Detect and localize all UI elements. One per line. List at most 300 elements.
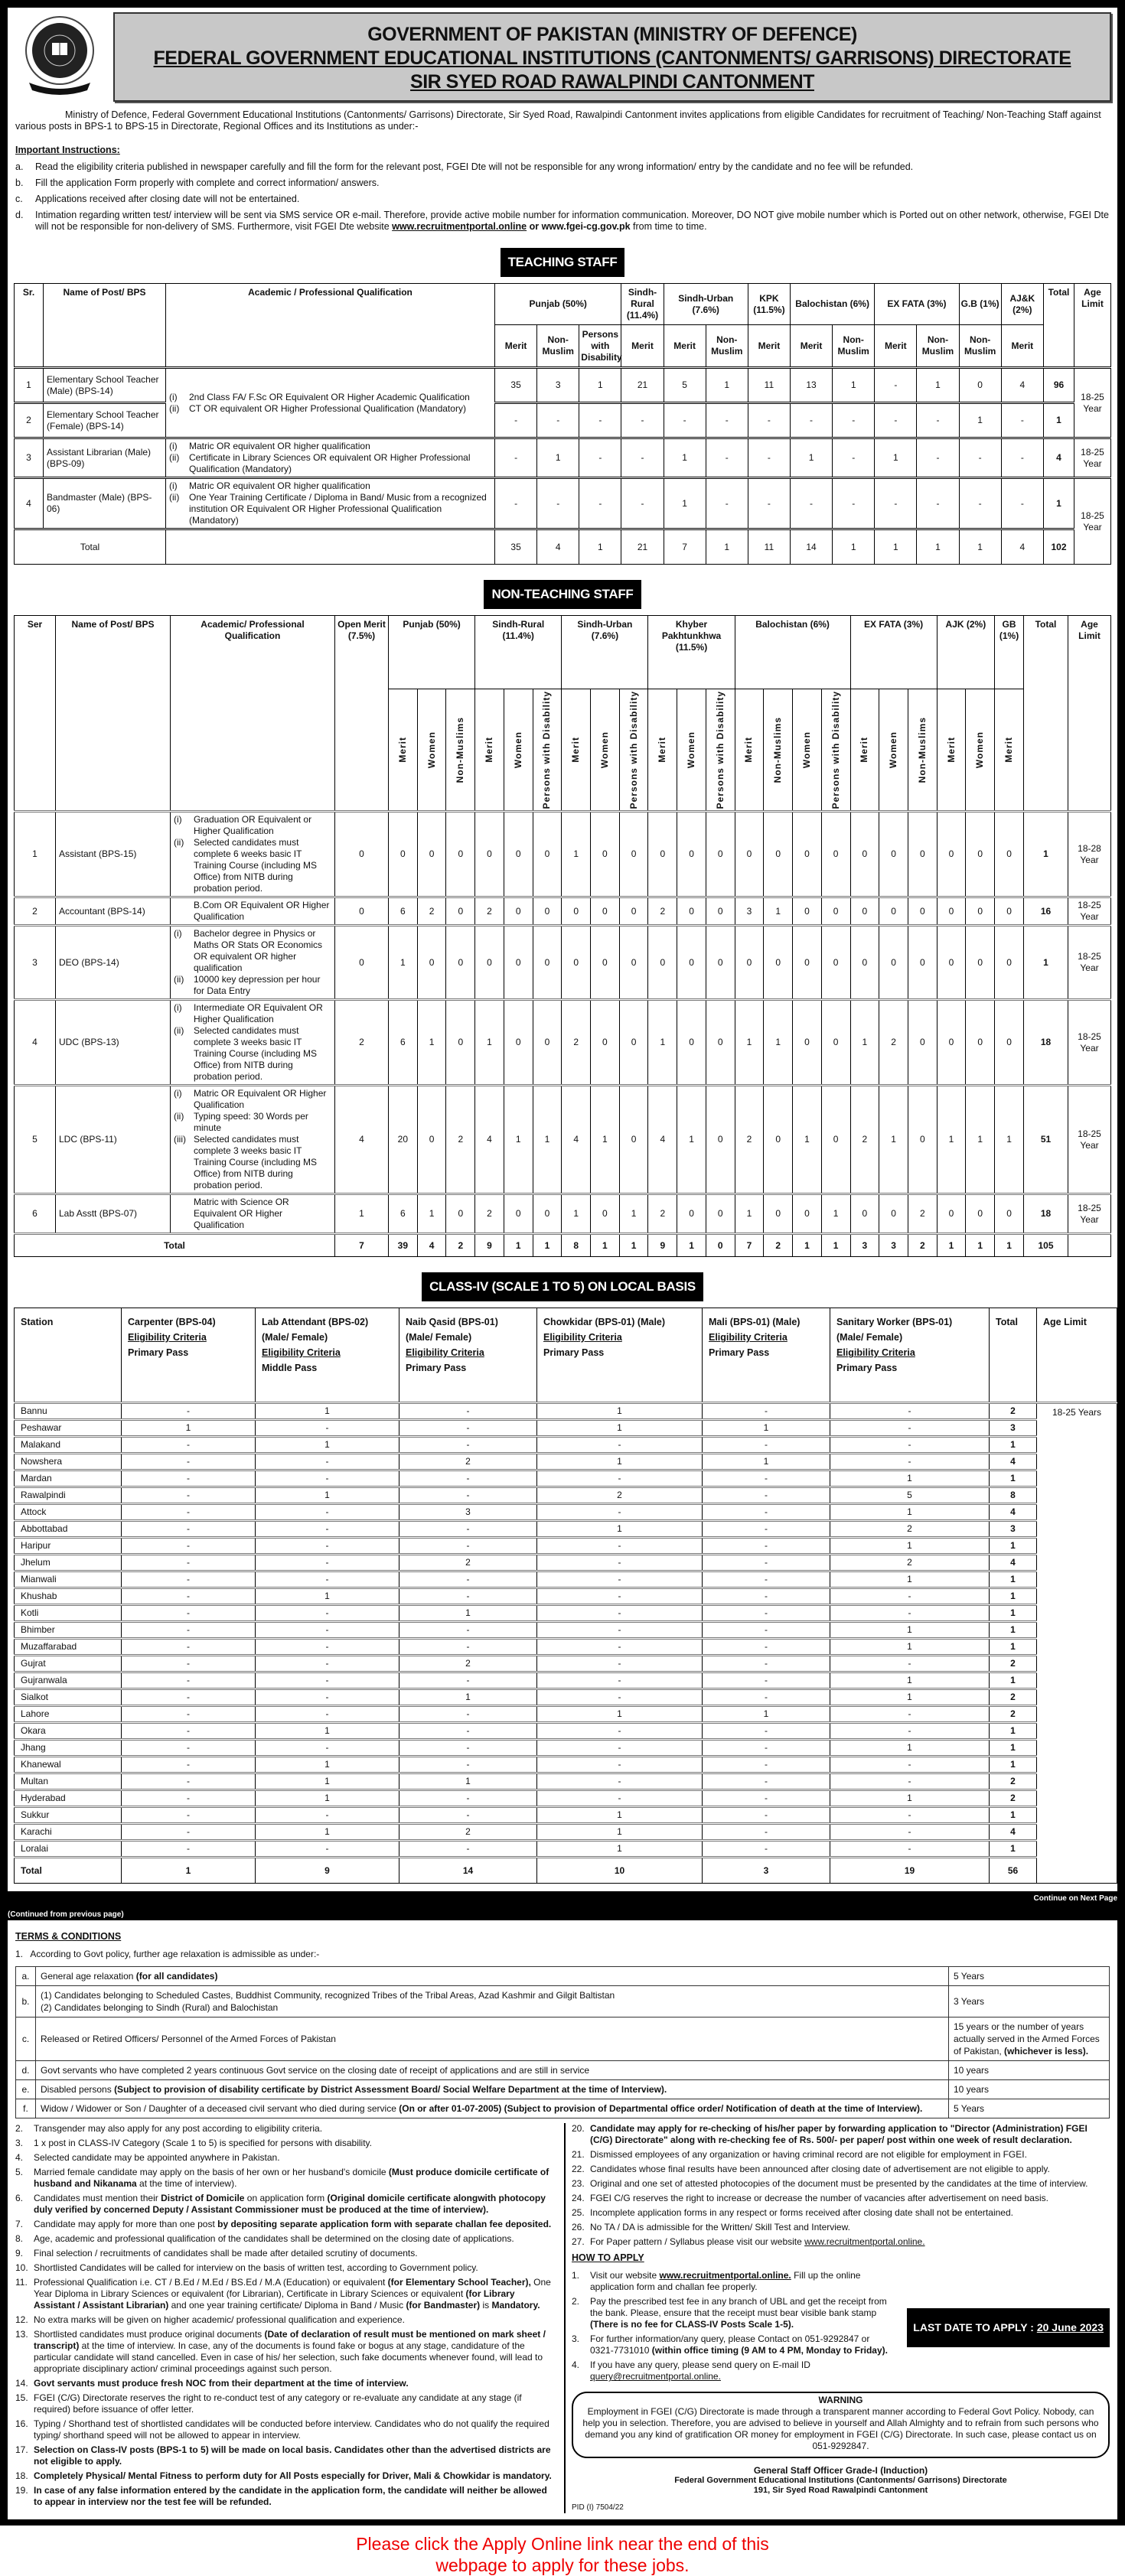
item-text: [34, 2248, 418, 2259]
item-text: Selected candidates must complete 6 weeks basic IT Training Course (including MS Office) from NITB during probation period.: [194, 837, 317, 894]
website-link[interactable]: www.recruitmentportal.online.: [659, 2270, 791, 2281]
item-key: (i): [169, 441, 178, 451]
value-cell: 6: [389, 897, 418, 926]
age-cell: 18-25 Year: [1074, 478, 1111, 565]
value-cell: 1: [664, 438, 706, 478]
table-row: [15, 1689, 1117, 1706]
value-cell: -: [833, 478, 875, 529]
qualification: [174, 900, 331, 923]
bold-text: (for Library Assistant / Assistant Librarian): [34, 2288, 515, 2311]
item-number: 18.: [15, 2470, 28, 2482]
total-label: Total: [15, 1858, 122, 1884]
item-text: B.Com OR Equivalent OR Higher Qualification: [194, 900, 330, 923]
item-text: Certificate in Library Sciences OR equivalent OR Higher Professional Qualification (Mandatory): [189, 452, 471, 474]
age-row: [16, 1967, 1110, 1986]
eligibility-label: Eligibility Criteria: [406, 1347, 484, 1359]
last-date-label: LAST DATE TO APPLY :: [913, 2321, 1034, 2334]
recruitment-portal-link[interactable]: www.recruitmentportal.online: [392, 221, 527, 232]
term-item: [15, 2248, 553, 2259]
value-cell: -: [537, 1555, 703, 1571]
table-row: [15, 1504, 1117, 1521]
age-cell: 18-25 Year: [1068, 1086, 1111, 1194]
value-cell: 1: [256, 1588, 399, 1605]
value-cell: 0: [764, 926, 793, 1000]
post-header: [830, 1308, 990, 1403]
bold-text: (Original domicile certificate alongwith photocopy duly verified by concerned Deputy / Assistant Commissioner must be produced at the time of interview).: [34, 2193, 546, 2216]
total-cell: 2: [990, 1689, 1037, 1706]
item-key: (i): [169, 480, 178, 491]
sr-cell: 5: [15, 1086, 56, 1194]
value-cell: 0: [966, 812, 995, 897]
value-cell: 0: [879, 812, 908, 897]
page-break: [8, 1891, 1117, 1920]
pid-number: PID (I) 7504/22: [572, 2503, 624, 2512]
teaching-staff-table: [14, 283, 1111, 565]
text: Candidate may apply for more than one post: [34, 2219, 218, 2230]
subheader: [475, 689, 504, 812]
value-cell: 1: [830, 1740, 990, 1757]
value-cell: 2: [475, 1194, 504, 1234]
total-cell: 2: [990, 1773, 1037, 1790]
value-cell: 0: [995, 1000, 1024, 1086]
value-cell: -: [122, 1841, 256, 1858]
value-cell: 2: [417, 897, 446, 926]
sr-cell: 4: [15, 478, 44, 529]
item-text: [34, 2444, 553, 2467]
value-cell: 21: [621, 368, 664, 403]
text: Visit our website: [590, 2270, 660, 2281]
table-row: [15, 1487, 1117, 1504]
value-cell: -: [706, 478, 748, 529]
value-cell: 2: [648, 897, 677, 926]
value-cell: 1: [399, 1689, 537, 1706]
table-row: [15, 1403, 1117, 1420]
item-text: One Year Training Certificate / Diploma in Band/ Music from a recognized institution OR Equivalent OR Higher Professional Qualification (Mandatory): [189, 492, 487, 526]
post-name: UDC (BPS-13): [56, 1000, 171, 1086]
value-cell: 1: [790, 438, 832, 478]
age-cell: 18-25 Year: [1074, 438, 1111, 478]
value-cell: -: [537, 1672, 703, 1689]
value-cell: -: [495, 438, 537, 478]
subheader: Persons with Disability: [579, 325, 621, 368]
value-cell: 1: [504, 1086, 533, 1194]
total-cell: 1: [990, 1588, 1037, 1605]
row-value: [949, 1986, 1110, 2017]
total-cell: 16: [1024, 897, 1068, 926]
table-row: [15, 1605, 1117, 1622]
value-cell: -: [748, 438, 790, 478]
table-row: [15, 1790, 1117, 1807]
col-qual: Academic/ Professional Qualification: [171, 616, 335, 812]
term-item: [15, 2193, 553, 2216]
col-sr: Sr.: [15, 284, 44, 368]
value-cell: -: [703, 1622, 830, 1639]
value-cell: 1: [256, 1824, 399, 1841]
value-cell: -: [537, 1437, 703, 1454]
item-text: [590, 2222, 850, 2233]
value-cell: -: [399, 1437, 537, 1454]
col-station: Station: [15, 1308, 122, 1403]
value-cell: -: [537, 478, 579, 529]
value-cell: 1: [537, 1706, 703, 1723]
term-item: [572, 2270, 892, 2293]
table-row: [15, 1757, 1117, 1773]
table-row: [15, 1521, 1117, 1538]
value-cell: -: [122, 1757, 256, 1773]
item-key: (ii): [169, 492, 180, 503]
value-cell: -: [917, 438, 959, 478]
fgei-website-link[interactable]: www.fgei-cg.gov.pk: [541, 221, 631, 232]
subheader-label: Merit: [743, 737, 755, 764]
total-row: [15, 529, 1111, 565]
value-cell: 0: [966, 926, 995, 1000]
total-cell: 1: [990, 1841, 1037, 1858]
value-cell: -: [579, 403, 621, 438]
total-cell: 1: [990, 1437, 1037, 1454]
value-cell: 1: [937, 1086, 966, 1194]
value-cell: 1: [537, 1420, 703, 1437]
table-row: [15, 1723, 1117, 1740]
value-cell: -: [703, 1403, 830, 1420]
item-number: 24.: [572, 2193, 585, 2204]
item-key: (ii): [169, 452, 180, 463]
value-cell: -: [703, 1790, 830, 1807]
total-value: 1: [966, 1234, 995, 1257]
qualification-cell: [171, 1086, 335, 1194]
eligibility-label: Eligibility Criteria: [709, 1332, 788, 1343]
value-cell: -: [122, 1538, 256, 1555]
value-cell: 1: [677, 1086, 706, 1194]
title-line-1: GOVERNMENT OF PAKISTAN (MINISTRY OF DEFENCE): [367, 24, 857, 45]
value-cell: 0: [706, 1000, 735, 1086]
subheader: [937, 689, 966, 812]
item-text: [34, 2219, 551, 2230]
total-cell: 1: [1024, 926, 1068, 1000]
subheader: Non-Muslim: [959, 325, 1001, 368]
item-text: Matric with Science OR Equivalent OR Higher Qualification: [194, 1197, 289, 1231]
text: at the time of interview).: [136, 2178, 237, 2190]
value-cell: -: [122, 1723, 256, 1740]
value-cell: -: [917, 403, 959, 438]
bold-text: (On or after 01-07-2005) (Subject to provision of Departmental office order/ Notification of death at the time of Interview).: [399, 2103, 923, 2115]
text: 10 years: [954, 2084, 990, 2096]
term-item: [572, 2193, 1110, 2204]
value-cell: -: [399, 1790, 537, 1807]
item-number: 6.: [15, 2193, 24, 2204]
table-row: [15, 1538, 1117, 1555]
item-number: 12.: [15, 2314, 28, 2326]
subheader: Non-Muslim: [706, 325, 748, 368]
class-iv-banner: CLASS-IV (SCALE 1 TO 5) ON LOCAL BASIS: [422, 1272, 703, 1301]
row-value: [949, 2061, 1110, 2080]
value-cell: -: [830, 1403, 990, 1420]
qualification-item: [174, 1088, 331, 1111]
value-cell: -: [537, 1689, 703, 1706]
value-cell: 4: [335, 1086, 389, 1194]
non-teaching-staff-banner: NON-TEACHING STAFF: [484, 580, 641, 609]
item-text: [34, 2262, 478, 2274]
value-cell: 1: [833, 368, 875, 403]
eligibility-value: Primary Pass: [543, 1347, 605, 1359]
intro-paragraph: Ministry of Defence, Federal Government Educational Institutions (Cantonments/ Garrisons) Directorate, Sir Syed Road, Rawalpindi Cantonment invites applications from eligible Candidates for recruitment of Teaching/ Non-Teaching Staff against various posts in BPS-1 to BPS-15 in Directorate, Regional Offices and its Institutions as under:-: [15, 109, 1101, 132]
row-value: [949, 2080, 1110, 2099]
value-cell: -: [703, 1723, 830, 1740]
post-name: Accountant (BPS-14): [56, 897, 171, 926]
value-cell: -: [399, 1841, 537, 1858]
station-name: Rawalpindi: [15, 1487, 122, 1504]
value-cell: -: [122, 1487, 256, 1504]
value-cell: -: [122, 1403, 256, 1420]
col-age: Age Limit: [1037, 1308, 1117, 1403]
col-total: Total: [1044, 284, 1074, 368]
item-text: Typing speed: 30 Words per minute: [194, 1111, 308, 1134]
term-item: [15, 2262, 553, 2274]
value-cell: 1: [417, 1194, 446, 1234]
value-cell: 0: [446, 812, 475, 897]
station-name: Attock: [15, 1504, 122, 1521]
bold-text: Mandatory.: [491, 2300, 540, 2311]
value-cell: -: [703, 1740, 830, 1757]
value-cell: -: [703, 1555, 830, 1571]
value-cell: 1: [648, 1000, 677, 1086]
text: FGEI C/G reserves the right to increase or decrease the number of vacancies after advertisement on need basis.: [590, 2193, 1048, 2204]
value-cell: -: [256, 1740, 399, 1757]
link[interactable]: www.recruitmentportal.online.: [804, 2236, 925, 2248]
value-cell: 0: [995, 926, 1024, 1000]
signatory-title: General Staff Officer Grade-I (Induction): [753, 2465, 928, 2477]
value-cell: -: [256, 1841, 399, 1858]
total-label: Total: [15, 529, 166, 565]
value-cell: 1: [966, 1086, 995, 1194]
total-value: 4: [537, 529, 579, 565]
row-key: e.: [16, 2080, 36, 2099]
value-cell: -: [122, 1588, 256, 1605]
value-cell: 1: [830, 1790, 990, 1807]
term-item: [572, 2207, 1110, 2219]
value-cell: 1: [959, 403, 1001, 438]
value-cell: 0: [619, 926, 648, 1000]
text: Final selection / recruitments of candidates shall be made after detailed scrutiny of documents.: [34, 2248, 418, 2259]
teaching-staff-banner: TEACHING STAFF: [501, 248, 625, 277]
value-cell: 4: [475, 1086, 504, 1194]
total-row: [15, 1858, 1117, 1884]
value-cell: 5: [830, 1487, 990, 1504]
value-cell: -: [122, 1639, 256, 1656]
item-text: [34, 2138, 372, 2149]
value-cell: 20: [389, 1086, 418, 1194]
qualification-item: [174, 814, 331, 837]
value-cell: 6: [389, 1000, 418, 1086]
text: Shortlisted candidates must produce original documents: [34, 2329, 265, 2340]
value-cell: 1: [256, 1790, 399, 1807]
total-value: 2: [446, 1234, 475, 1257]
value-cell: -: [399, 1403, 537, 1420]
text: Typing / Shorthand test of shortlisted candidates will be conducted before interview. Candidates who do not qualify the required typing/ shorthand speed will not be allowed to appear in interview.: [34, 2418, 549, 2441]
post-title: Chowkidar (BPS-01) (Male): [543, 1317, 666, 1328]
item-key: (iii): [174, 1134, 186, 1145]
eligibility-label: Eligibility Criteria: [262, 1347, 341, 1359]
subheader: Merit: [495, 325, 537, 368]
value-cell: -: [122, 1689, 256, 1706]
value-cell: -: [399, 1672, 537, 1689]
text: General age relaxation: [41, 1971, 136, 1982]
item-number: 17.: [15, 2444, 28, 2456]
total-value: 9: [648, 1234, 677, 1257]
value-cell: 2: [830, 1555, 990, 1571]
group-header: EX FATA (3%): [875, 284, 959, 325]
value-cell: 0: [389, 812, 418, 897]
item-number: 3.: [572, 2333, 580, 2345]
value-cell: 1: [537, 1824, 703, 1841]
value-cell: 0: [735, 812, 764, 897]
value-cell: 0: [677, 1000, 706, 1086]
text: Age, academic and professional qualification of the candidates shall be determined on the closing date of applications.: [34, 2233, 514, 2245]
value-cell: -: [664, 403, 706, 438]
value-cell: 0: [591, 1000, 620, 1086]
item-text: Matric OR Equivalent OR Higher Qualification: [194, 1088, 327, 1111]
subheader-label: Women: [426, 731, 437, 769]
total-value: 7: [664, 529, 706, 565]
total-value: 2: [908, 1234, 937, 1257]
value-cell: 1: [579, 368, 621, 403]
value-cell: 0: [908, 926, 937, 1000]
item-text: [34, 2470, 552, 2482]
qualification-item: [174, 928, 331, 974]
how-to-apply-heading: HOW TO APPLY: [572, 2252, 644, 2264]
group-header: AJK (2%): [937, 616, 994, 689]
text: 10 years: [954, 2065, 990, 2076]
item-text: Graduation OR Equivalent or Higher Qualification: [194, 814, 312, 837]
subheader: [850, 689, 879, 812]
text: Married female candidate may apply on the basis of her own or her husband's domicile: [34, 2167, 389, 2178]
qualification: [174, 1197, 331, 1231]
grand-total: 102: [1044, 529, 1074, 565]
value-cell: 0: [966, 1000, 995, 1086]
total-cell: 1: [990, 1723, 1037, 1740]
subheader-label: Merit: [570, 737, 582, 764]
term-item: [15, 2392, 553, 2415]
qualification-item: [174, 1025, 331, 1083]
instructions-list: [14, 161, 1111, 233]
value-cell: -: [399, 1622, 537, 1639]
link[interactable]: query@recruitmentportal.online.: [590, 2371, 721, 2382]
text: Released or Retired Officers/ Personnel of the Armed Forces of Pakistan: [41, 2034, 336, 2045]
item-text: [34, 2152, 280, 2164]
total-value: 1: [533, 1234, 562, 1257]
item-key: (i): [169, 391, 178, 402]
text: FGEI (C/G) Directorate reserves the right to re-conduct test of any category or re-evaluate any candidate at any stage (if required) before issuance of offer letter.: [34, 2392, 522, 2415]
value-cell: 0: [417, 812, 446, 897]
subheader: [966, 689, 995, 812]
instruction-item: [15, 194, 1110, 205]
station-name: Multan: [15, 1773, 122, 1790]
table-row: [15, 368, 1111, 403]
post-gender: (Male/ Female): [406, 1332, 472, 1343]
text: 5 Years: [954, 1971, 985, 1982]
item-key: b.: [15, 177, 24, 188]
table-row: [15, 1194, 1111, 1234]
item-text: [34, 2167, 553, 2190]
value-cell: 0: [591, 812, 620, 897]
value-cell: 2: [399, 1656, 537, 1672]
instruction-item: [15, 210, 1110, 233]
text: is: [480, 2300, 492, 2311]
post-name: DEO (BPS-14): [56, 926, 171, 1000]
item-number: 16.: [15, 2418, 28, 2430]
item-text: [34, 2485, 553, 2508]
value-cell: 1: [537, 1807, 703, 1824]
value-cell: -: [1001, 478, 1043, 529]
total-value: 11: [748, 529, 790, 565]
value-cell: 0: [908, 1000, 937, 1086]
value-cell: 0: [533, 897, 562, 926]
post-title: Mali (BPS-01) (Male): [709, 1317, 801, 1328]
total-value: 1: [821, 1234, 850, 1257]
subheader-label: Persons with Disability: [541, 691, 553, 809]
subheader: [735, 689, 764, 812]
post-title: Carpenter (BPS-04): [128, 1317, 216, 1328]
total-value: 1: [619, 1234, 648, 1257]
post-name: LDC (BPS-11): [56, 1086, 171, 1194]
text: Dismissed employees of any organization or having criminal record are not eligible for employment in FGEI.: [590, 2149, 1027, 2161]
station-name: Abbottabad: [15, 1521, 122, 1538]
term-item: [15, 2418, 553, 2441]
total-cell: 4: [990, 1824, 1037, 1841]
value-cell: 0: [966, 1194, 995, 1234]
term-item: [15, 2233, 553, 2245]
item-text: [35, 210, 1110, 233]
subheader: [619, 689, 648, 812]
post-header: [399, 1308, 537, 1403]
total-cell: 8: [990, 1487, 1037, 1504]
value-cell: -: [256, 1807, 399, 1824]
row-value: [949, 1967, 1110, 1986]
term-item: [15, 2219, 553, 2230]
station-name: Lahore: [15, 1706, 122, 1723]
value-cell: -: [399, 1740, 537, 1757]
value-cell: 0: [446, 1194, 475, 1234]
age-row: [16, 2017, 1110, 2061]
row-key: f.: [16, 2099, 36, 2118]
text: Candidates whose final results have been announced after closing date of advertisement are not eligible to apply.: [590, 2164, 1050, 2175]
value-cell: 0: [619, 1086, 648, 1194]
total-value: 1: [706, 529, 748, 565]
apply-online-note: [0, 2526, 1125, 2576]
value-cell: 0: [446, 897, 475, 926]
row-key: d.: [16, 2061, 36, 2080]
value-cell: 0: [417, 1086, 446, 1194]
qualification-item: [174, 974, 331, 997]
value-cell: 1: [735, 1194, 764, 1234]
value-cell: 2: [648, 1194, 677, 1234]
value-cell: -: [537, 1538, 703, 1555]
item-text: [590, 2236, 925, 2248]
value-cell: -: [122, 1790, 256, 1807]
value-cell: 0: [908, 812, 937, 897]
item-text: [34, 2277, 553, 2311]
table-row: [15, 812, 1111, 897]
text: One Year Diploma in Library Sciences or equivalent (for Librarian), Certificate in Library Sciences or equivalent: [34, 2277, 551, 2300]
term-item: [572, 2236, 1110, 2248]
value-cell: 1: [821, 1194, 850, 1234]
subheader: [562, 689, 591, 812]
non-teaching-staff-table: [14, 615, 1111, 1257]
value-cell: 0: [879, 897, 908, 926]
qualification-item: [169, 452, 491, 475]
term-item: [572, 2178, 1110, 2190]
value-cell: 2: [399, 1454, 537, 1470]
value-cell: 1: [830, 1672, 990, 1689]
